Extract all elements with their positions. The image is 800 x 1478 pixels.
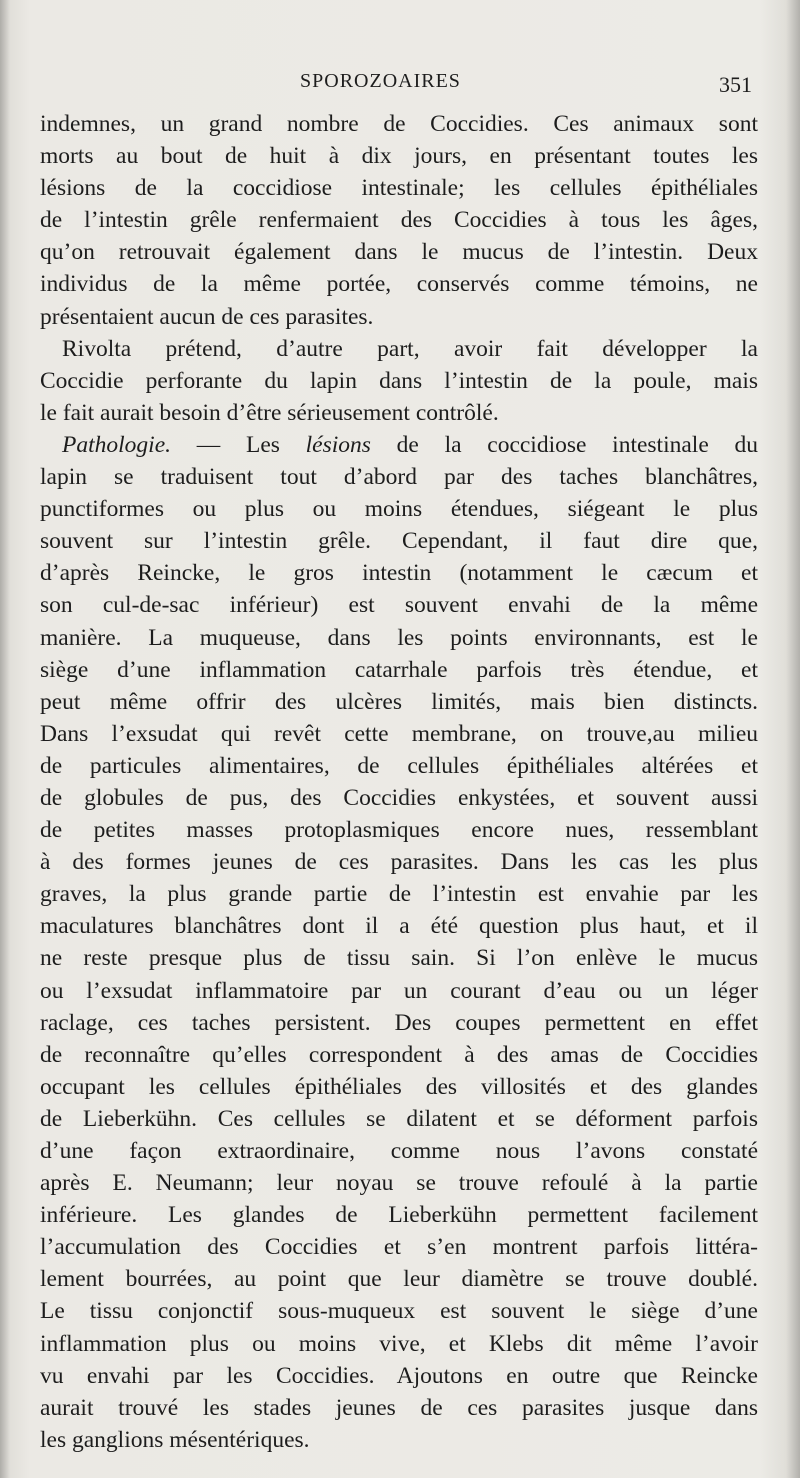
text-line: manière. La muqueuse, dans les points environnants, est le — [40, 624, 758, 651]
text-line: de l’intestin grêle renfermaient des Coccidies à tous les âges, — [40, 207, 758, 234]
text-line: maculatures blanchâtres dont il a été question plus haut, et il — [40, 913, 758, 940]
page-number: 351 — [719, 72, 752, 97]
text-line: le fait aurait besoin d’être sérieusement contrôlé. — [40, 399, 499, 426]
text-line: Coccidie perforante du lapin dans l’intestin de la poule, mais — [40, 367, 758, 394]
text-line: Rivolta prétend, d’autre part, avoir fait développer la — [62, 335, 758, 362]
text-line: peut même offrir des ulcères limités, mais bien distincts. — [40, 688, 758, 715]
text-line: siège d’une inflammation catarrhale parfois très étendue, et — [40, 656, 758, 683]
text-line: morts au bout de huit à dix jours, en présentant toutes les — [40, 143, 758, 170]
text-line: vu envahi par les Coccidies. Ajoutons en outre que Reincke — [40, 1362, 758, 1389]
text-line: présentaient aucun de ces parasites. — [40, 303, 374, 330]
text-line: de reconnaître qu’elles correspondent à des amas de Coccidies — [40, 1041, 758, 1068]
text-line: ou l’exsudat inflammatoire par un courant d’eau ou un léger — [40, 977, 758, 1004]
text-line: qu’on retrouvait également dans le mucus de l’intestin. Deux — [40, 239, 758, 266]
text-line: inflammation plus ou moins vive, et Klebs dit même l’avoir — [40, 1330, 758, 1357]
text-line: après E. Neumann; leur noyau se trouve refoulé à la partie — [40, 1170, 758, 1197]
text-line: les ganglions mésentériques. — [40, 1426, 310, 1453]
text-fragment: de la coccidiose intestinale du — [370, 431, 758, 458]
text-line: occupant les cellules épithéliales des villosités et des glandes — [40, 1073, 758, 1100]
text-line: punctiformes ou plus ou moins étendues, siégeant le plus — [40, 496, 758, 523]
text-line: lapin se traduisent tout d’abord par des taches blanchâtres, — [40, 464, 758, 491]
text-line: Dans l’exsudat qui revêt cette membrane, on trouve,au milieu — [40, 720, 758, 747]
page-header — [60, 70, 760, 100]
section-heading: Pathologie. — [62, 431, 171, 458]
text-line: inférieure. Les glandes de Lieberkühn permettent facilement — [40, 1202, 758, 1229]
emphasis: lésions — [305, 431, 371, 458]
text-line: indemnes, un grand nombre de Coccidies. Ces animaux sont — [40, 111, 758, 137]
text-line: de petites masses protoplasmiques encore nues, ressemblant — [40, 817, 758, 844]
text-line: de Lieberkühn. Ces cellules se dilatent et se déforment parfois — [40, 1105, 758, 1132]
text-line: aurait trouvé les stades jeunes de ces parasites jusque dans — [40, 1394, 758, 1421]
text-line: graves, la plus grande partie de l’intestin est envahie par les — [40, 881, 758, 908]
text-line: lement bourrées, au point que leur diamètre se trouve doublé. — [40, 1266, 758, 1293]
text-line: souvent sur l’intestin grêle. Cependant, il faut dire que, — [40, 528, 758, 555]
running-head: SPOROZOAIRES — [300, 70, 461, 92]
text-line: de globules de pus, des Coccidies enkystées, et souvent aussi — [40, 784, 758, 811]
text-line: d’une façon extraordinaire, comme nous l’avons constaté — [40, 1138, 758, 1164]
text-line: d’après Reincke, le gros intestin (notamment le cæcum et — [40, 560, 758, 587]
page-shadow-left — [0, 0, 10, 1478]
pathologie-line — [40, 429, 758, 461]
text-line: à des formes jeunes de ces parasites. Dans les cas les plus — [40, 849, 758, 876]
text-line: raclage, ces taches persistent. Des coupes permettent en effet — [40, 1009, 758, 1036]
text-line: ne reste presque plus de tissu sain. Si l’on enlève le mucus — [40, 945, 758, 972]
text-line: individus de la même portée, conservés comme témoins, ne — [40, 271, 758, 298]
text-fragment: — Les — [171, 431, 306, 458]
body-text — [40, 108, 758, 1456]
text-line: l’accumulation des Coccidies et s’en montrent parfois littéra- — [40, 1234, 758, 1261]
text-line: lésions de la coccidiose intestinale; les cellules épithéliales — [40, 175, 758, 202]
page-shadow-right — [786, 0, 800, 1478]
text-line: de particules alimentaires, de cellules épithéliales altérées et — [40, 752, 758, 779]
text-line: Le tissu conjonctif sous-muqueux est souvent le siège d’une — [40, 1298, 758, 1325]
text-line: son cul-de-sac inférieur) est souvent envahi de la même — [40, 592, 758, 619]
